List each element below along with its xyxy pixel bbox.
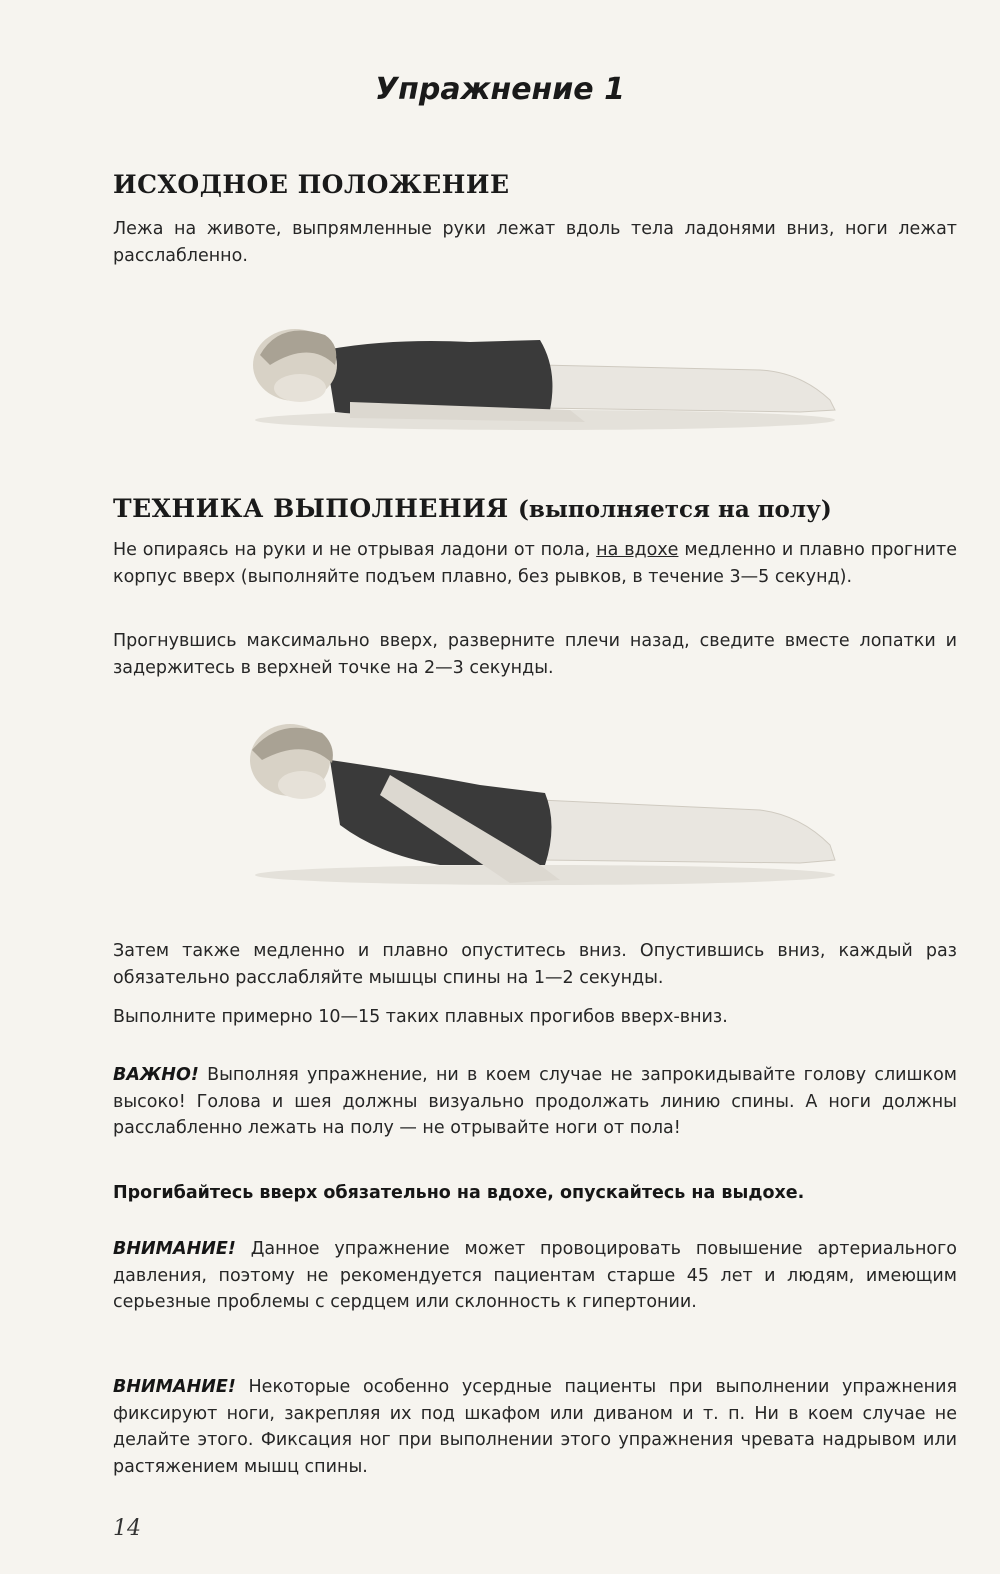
breathing-note	[113, 1180, 957, 1207]
attention-text-1: Данное упражнение может провоцировать повышение артериального давления, поэтому не рекомендуется пациентам старше 45 лет и людям, имеющим серьезные проблемы с сердцем или склонность к гипертонии.	[113, 1239, 957, 1312]
important-note	[113, 1062, 957, 1142]
important-text: Выполняя упражнение, ни в коем случае не запрокидывайте голову слишком высоко! Голова и шея должны визуально продолжать линию спины. А ноги должны расслабленно лежать на полу — не отрывайте ноги от пола!	[113, 1065, 957, 1138]
inhale-underlined: на вдохе	[596, 540, 679, 560]
technique-heading-note: (выполняется на полу)	[517, 496, 832, 523]
attention-label-1: ВНИМАНИЕ!	[113, 1239, 236, 1259]
important-label: ВАЖНО!	[113, 1065, 199, 1085]
attention-note-2	[113, 1374, 957, 1480]
raised-position-photo	[240, 715, 850, 890]
exercise-title: Упражнение 1	[375, 72, 625, 107]
technique-heading-main: ТЕХНИКА ВЫПОЛНЕНИЯ	[113, 494, 509, 523]
page-number: 14	[113, 1516, 141, 1541]
technique-heading	[113, 494, 832, 523]
lying-position-photo	[240, 310, 850, 440]
attention-text-2: Некоторые особенно усердные пациенты при выполнении упражнения фиксируют ноги, закрепляя их под шкафом или диваном и т. п. Ни в коем случае не делайте этого. Фиксация ног при выполнении этого упражнения чревата надрывом или растяжением мышц спины.	[113, 1377, 957, 1477]
starting-position-heading: ИСХОДНОЕ ПОЛОЖЕНИЕ	[113, 170, 510, 199]
starting-position-text: Лежа на животе, выпрямленные руки лежат вдоль тела ладонями вниз, ноги лежат расслабленно.	[113, 219, 957, 266]
technique-paragraph-2: Прогнувшись максимально вверх, разверните плечи назад, сведите вместе лопатки и задержитесь в верхней точке на 2—3 секунды.	[113, 631, 957, 678]
technique-p1-start: Не опираясь на руки и не отрывая ладони от пола,	[113, 540, 597, 560]
technique-paragraph-4: Выполните примерно 10—15 таких плавных прогибов вверх-вниз.	[113, 1007, 728, 1027]
technique-paragraph-3: Затем также медленно и плавно опуститесь вниз. Опустившись вниз, каждый раз обязательно расслабляйте мышцы спины на 1—2 секунды.	[113, 941, 957, 988]
breathing-note-text: Прогибайтесь вверх обязательно на вдохе, опускайтесь на выдохе.	[113, 1183, 805, 1203]
attention-note-1	[113, 1236, 957, 1316]
technique-paragraph-1	[113, 537, 957, 590]
technique-p1-end: медленно и плавно прогните корпус вверх (выполняйте подъем плавно, без рывков, в течение 3—5 секунд).	[113, 540, 957, 587]
attention-label-2: ВНИМАНИЕ!	[113, 1377, 236, 1397]
